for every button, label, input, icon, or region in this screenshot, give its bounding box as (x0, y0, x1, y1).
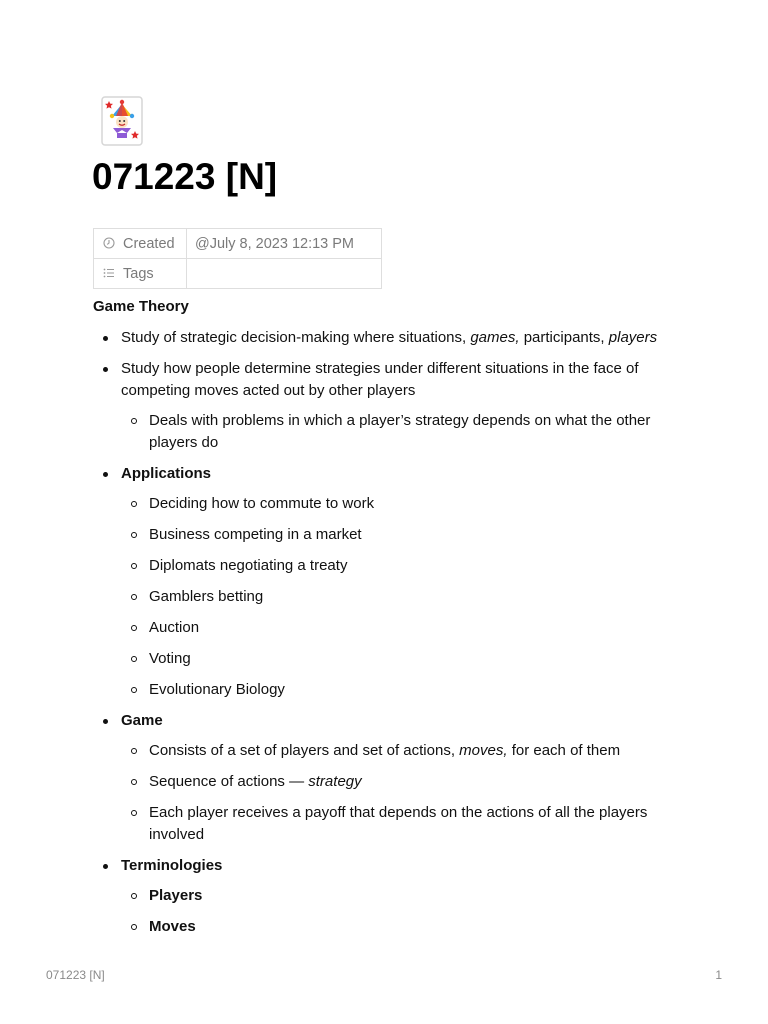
bold-label: Terminologies (121, 857, 223, 874)
sub-list (121, 740, 693, 846)
property-key (94, 259, 187, 289)
joker-card-icon (100, 96, 144, 146)
text: Study of strategic decision-making where situations, (121, 329, 471, 346)
footer-title: 071223 [N] (46, 968, 105, 982)
page-number: 1 (715, 968, 722, 982)
list-item: Gamblers betting (121, 586, 693, 608)
bold-label: Applications (121, 465, 212, 482)
list-item (121, 771, 693, 793)
list-icon (103, 267, 115, 279)
text: Consists of a set of players and set of actions, (149, 742, 460, 759)
list-item: Voting (121, 648, 693, 670)
property-value-created[interactable]: @July 8, 2023 12:13 PM (187, 229, 382, 259)
sub-list (121, 493, 693, 701)
text: Sequence of actions — (149, 773, 309, 790)
list-item-game (93, 710, 693, 846)
list-item (121, 916, 693, 938)
sub-list (121, 410, 693, 454)
section-heading: Game Theory (93, 298, 189, 315)
bold-label: Moves (149, 918, 196, 935)
property-value-tags[interactable] (187, 259, 382, 289)
list-item: Auction (121, 617, 693, 639)
text: for each of them (507, 742, 621, 759)
italic-text: moves, (459, 742, 508, 759)
page-title: 071223 [N] (92, 156, 278, 197)
sub-list (121, 885, 693, 938)
property-key (94, 229, 187, 259)
list-item (121, 740, 693, 762)
list-item (93, 327, 693, 349)
property-row-created (94, 229, 382, 259)
list-item (93, 358, 693, 454)
list-item: Deciding how to commute to work (121, 493, 693, 515)
page-icon (100, 96, 144, 146)
bold-label: Game (121, 712, 163, 729)
bold-label: Players (149, 887, 203, 904)
property-key-label: Tags (123, 265, 154, 282)
list-item: Deals with problems in which a player’s strategy depends on what the other players do (121, 410, 693, 454)
list-item: Business competing in a market (121, 524, 693, 546)
list-item-terminologies (93, 855, 693, 938)
list-item (121, 885, 693, 907)
property-key-label: Created (123, 235, 175, 252)
list-item: Diplomats negotiating a treaty (121, 555, 693, 577)
page-content (93, 296, 693, 947)
italic-text: players (608, 329, 658, 346)
bullet-list (93, 327, 693, 938)
properties-table (93, 228, 382, 289)
list-item: Each player receives a payoff that depends on the actions of all the players involved (121, 802, 693, 846)
property-row-tags (94, 259, 382, 289)
text: participants, (519, 329, 609, 346)
clock-icon (103, 237, 115, 249)
italic-text: strategy (308, 773, 362, 790)
list-item: Evolutionary Biology (121, 679, 693, 701)
list-item-applications (93, 463, 693, 701)
text: Study how people determine strategies under different situations in the face of competing moves acted out by other players (121, 360, 639, 399)
italic-text: games, (470, 329, 520, 346)
